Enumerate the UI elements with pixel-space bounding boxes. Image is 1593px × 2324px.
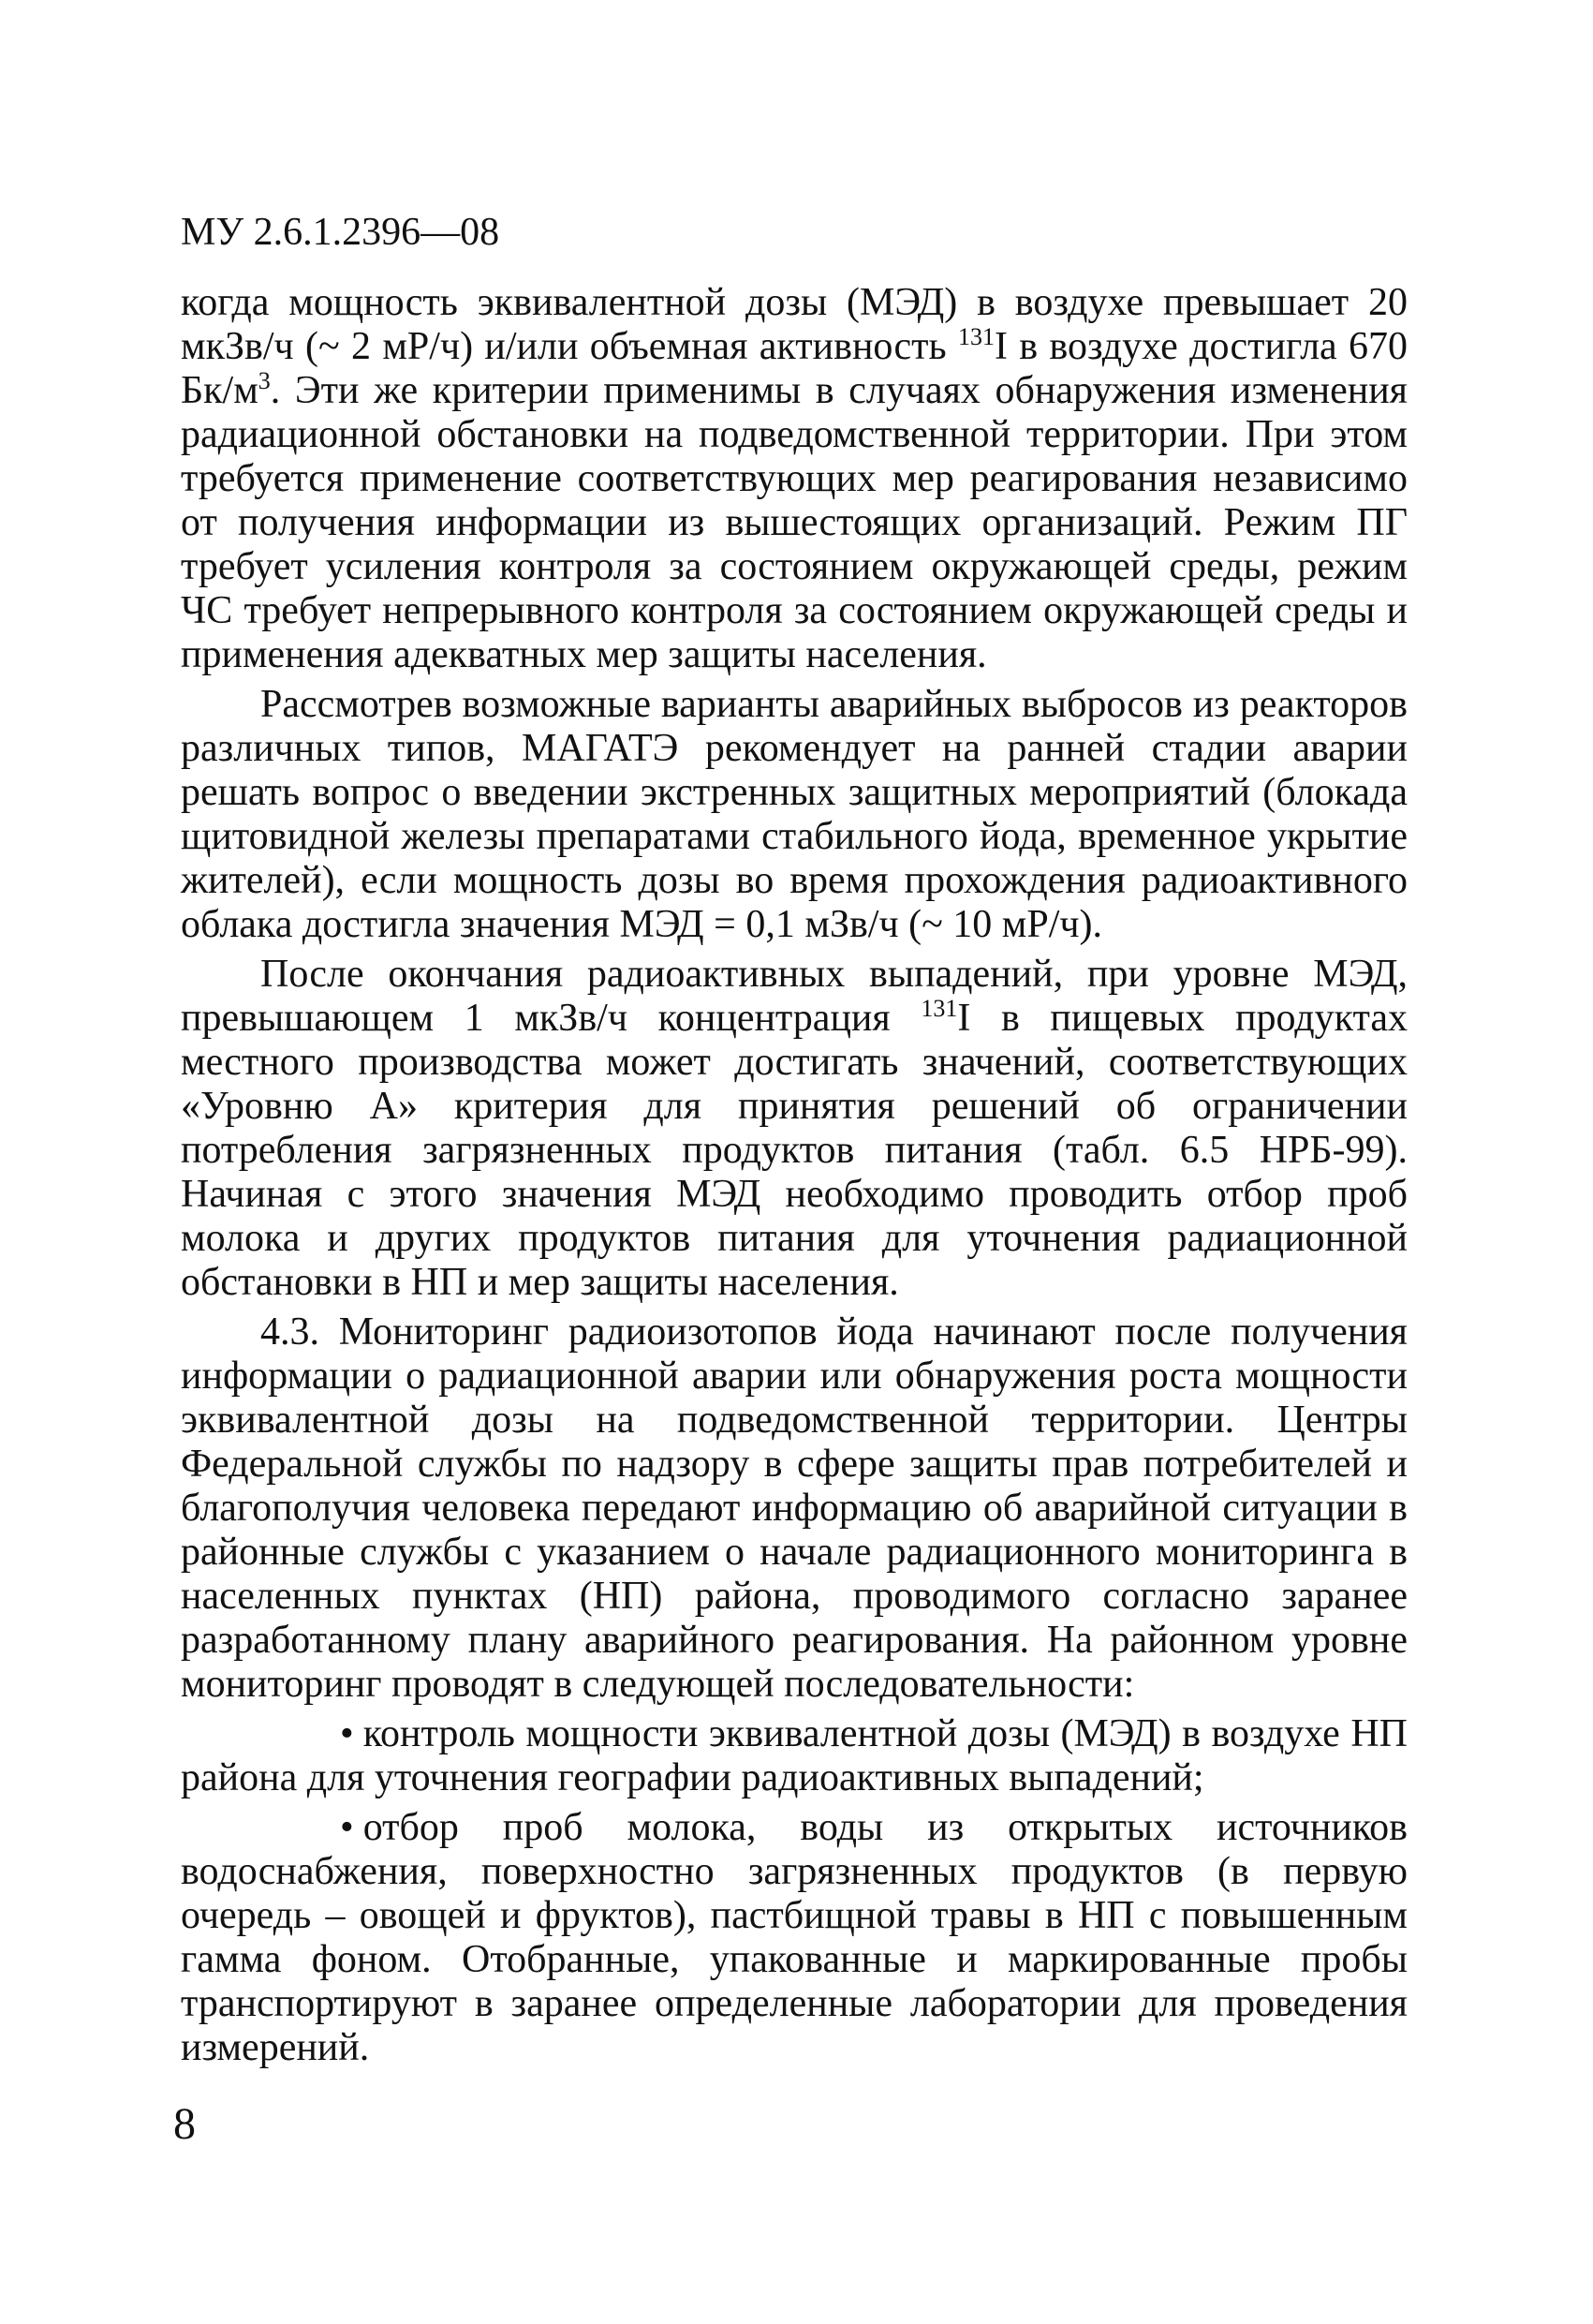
paragraph-iaea: Рассмотрев возможные варианты аварийных выбросов из реакторов различных типов, МАГАТЭ рекомендует на ранней стадии аварии решать вопрос о введении экстренных защитных мероприятий (блокада щитовидной железы препаратами стабильного йода, временное укрытие жителей), если мощность дозы во время прохождения радиоактивного облака достигла значения МЭД = 0,1 мЗв/ч (~ 10 мР/ч). [181,683,1408,946]
paragraph-fallout [181,953,1408,1305]
bullet-icon: • [340,1806,354,1849]
page-number: 8 [173,2099,196,2149]
bullet-text: отбор проб молока, воды из открытых источников водоснабжения, поверхностно загрязненных продуктов (в первую очередь – овощей и фруктов), пастбищной травы в НП с повышенным гамма фоном. Отобранные, упакованные и маркированные пробы транспортируют в заранее определенные лаборатории для проведения измерений. [181,1806,1408,2069]
bullet-item [181,1712,1408,1800]
bullet-item [181,1806,1408,2070]
isotope-mass-number: 131 [921,995,958,1022]
paragraph-section-4-3: 4.3. Мониторинг радиоизотопов йода начинают после получения информации о радиационной аварии или обнаружения роста мощности эквивалентной дозы на подведомственной территории. Центры Федеральной службы по надзору в сфере защиты прав потребителей и благополучия человека передают информацию об аварийной ситуации в районные службы с указанием о начале радиационного мониторинга в населенных пунктах (НП) района, проводимого согласно заранее разработанному плану аварийного реагирования. На районном уровне мониторинг проводят в следующей последовательности: [181,1310,1408,1706]
paragraph-criteria-part3: . Эти же критерии применимы в случаях обнаружения изменения радиационной обстановки на подведомственной территории. При этом требуется применение соответствующих мер реагирования независимо от получения информации из вышестоящих организаций. Режим ПГ требует усиления контроля за состоянием окружающей среды, режим ЧС требует непрерывного контроля за состоянием окружающей среды и применения адекватных мер защиты населения. [181,369,1408,676]
isotope-mass-number: 131 [957,323,995,350]
body-text [181,281,1408,2076]
bullet-icon: • [340,1712,354,1755]
document-code: МУ 2.6.1.2396—08 [181,211,500,254]
paragraph-criteria [181,281,1408,677]
bullet-text: контроль мощности эквивалентной дозы (МЭД) в воздухе НП района для уточнения географии радиоактивных выпадений; [181,1712,1408,1799]
paragraph-criteria-part1: когда мощность эквивалентной дозы (МЭД) в воздухе превышает 20 мкЗв/ч (~ 2 мР/ч) и/или объемная активность [181,281,1408,368]
paragraph-criteria-part2: I в воздухе достигла 670 Бк/м [181,325,1409,412]
unit-exponent: 3 [258,367,271,394]
paragraph-fallout-part2: I в пищевых продуктах местного производства может достигать значений, соответствующих «Уровню А» критерия для принятия решений об ограничении потребления загрязненных продуктов питания (табл. 6.5 НРБ-99). Начиная с этого значения МЭД необходимо проводить отбор проб молока и других продуктов питания для уточнения радиационной обстановки в НП и мер защиты населения. [181,997,1408,1304]
paragraph-fallout-part1: После окончания радиоактивных выпадений, при уровне МЭД, превышающем 1 мкЗв/ч концентрация [181,953,1408,1040]
